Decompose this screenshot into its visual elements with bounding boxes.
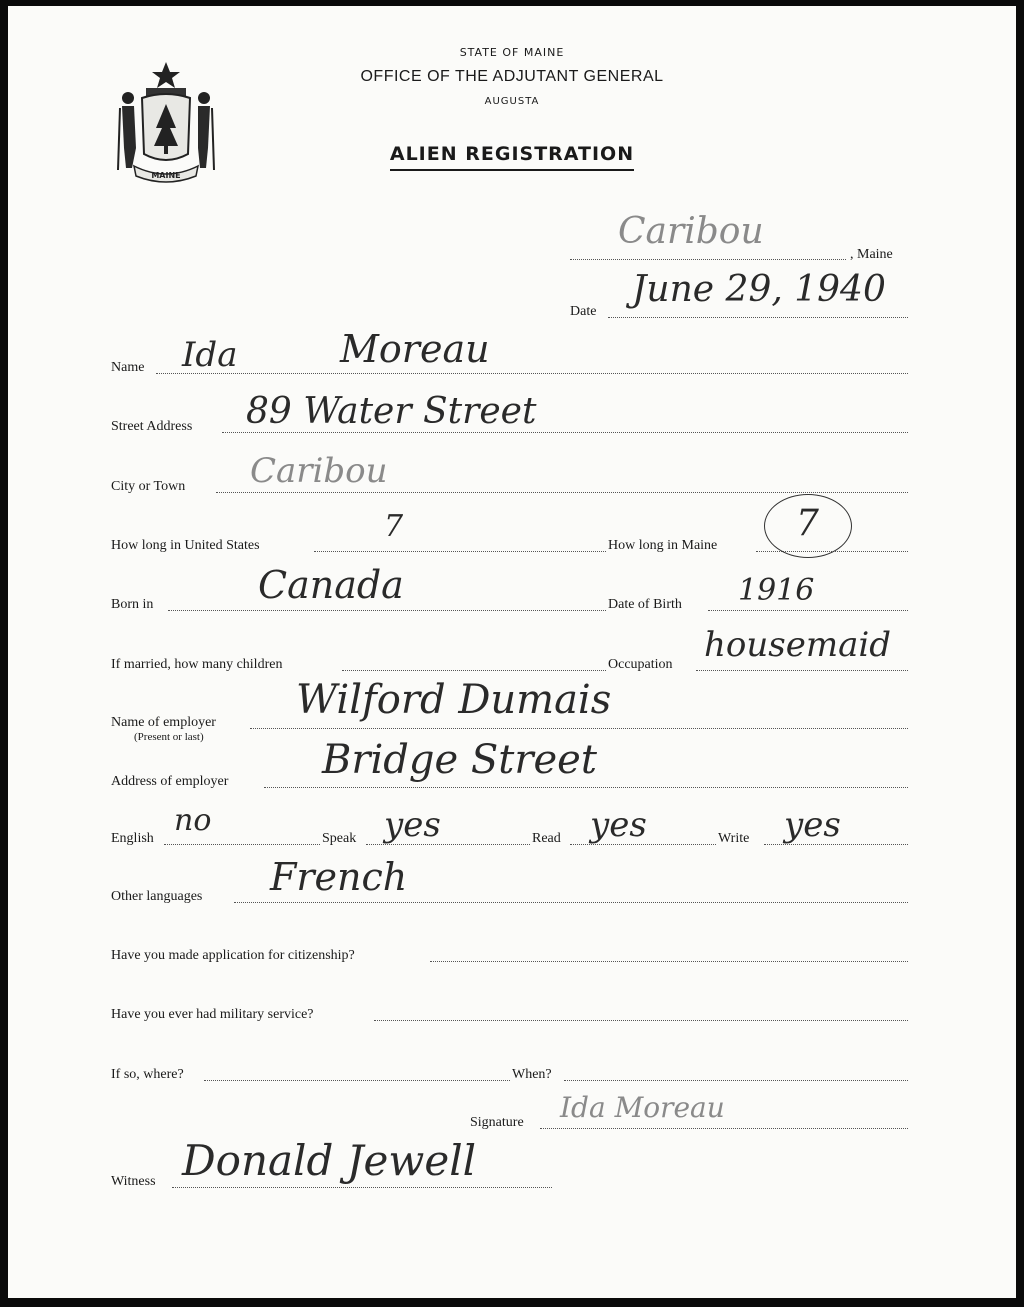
witness-value: Donald Jewell bbox=[182, 1136, 477, 1185]
town-line bbox=[570, 258, 846, 260]
born-label: Born in bbox=[111, 597, 154, 612]
dob-value: 1916 bbox=[738, 573, 815, 608]
date-label: Date bbox=[570, 304, 597, 319]
military-label: Have you ever had military service? bbox=[111, 1007, 314, 1022]
employer-sublabel: (Present or last) bbox=[134, 731, 204, 743]
married-label: If married, how many children bbox=[111, 657, 283, 672]
employer-addr-value: Bridge Street bbox=[322, 737, 597, 783]
date-value: June 29, 1940 bbox=[632, 269, 886, 310]
street-value: 89 Water Street bbox=[246, 391, 537, 432]
signature-label: Signature bbox=[470, 1115, 524, 1130]
employer-label: Name of employer bbox=[111, 715, 216, 730]
first-name-value: Ida bbox=[182, 335, 238, 375]
citizenship-line bbox=[430, 960, 908, 962]
name-line bbox=[156, 372, 908, 374]
seal-text: MAINE bbox=[151, 171, 181, 180]
street-label: Street Address bbox=[111, 419, 193, 434]
dob-line bbox=[708, 609, 908, 611]
other-lang-label: Other languages bbox=[111, 889, 203, 904]
read-label: Read bbox=[532, 831, 561, 846]
date-line bbox=[608, 316, 908, 318]
citizenship-label: Have you made application for citizenship? bbox=[111, 948, 355, 963]
town-value: Caribou bbox=[618, 211, 764, 252]
employer-value: Wilford Dumais bbox=[296, 677, 612, 723]
other-lang-line bbox=[234, 901, 908, 903]
when-label: When? bbox=[512, 1067, 552, 1082]
born-line bbox=[168, 609, 606, 611]
english-label: English bbox=[111, 831, 154, 846]
last-name-value: Moreau bbox=[340, 327, 490, 371]
occupation-line bbox=[696, 669, 908, 671]
speak-label: Speak bbox=[322, 831, 357, 846]
other-lang-value: French bbox=[270, 855, 408, 899]
maine-label: , Maine bbox=[850, 247, 893, 262]
city-value: Caribou bbox=[250, 451, 388, 491]
born-value: Canada bbox=[258, 563, 404, 607]
when-line bbox=[564, 1079, 908, 1081]
form-title: ALIEN REGISTRATION bbox=[0, 143, 1024, 165]
where-label: If so, where? bbox=[111, 1067, 184, 1082]
long-us-line bbox=[314, 550, 606, 552]
witness-line bbox=[172, 1186, 552, 1188]
signature-line bbox=[540, 1127, 908, 1129]
witness-label: Witness bbox=[111, 1174, 156, 1189]
english-line bbox=[164, 843, 320, 845]
name-label: Name bbox=[111, 360, 145, 375]
read-value: yes bbox=[590, 805, 647, 845]
long-us-value: 7 bbox=[384, 509, 404, 544]
employer-addr-label: Address of employer bbox=[111, 774, 229, 789]
long-maine-value: 7 bbox=[796, 503, 819, 544]
write-label: Write bbox=[718, 831, 750, 846]
where-line bbox=[204, 1079, 510, 1081]
header-office: OFFICE OF THE ADJUTANT GENERAL bbox=[360, 68, 664, 85]
occupation-label: Occupation bbox=[608, 657, 673, 672]
signature-value: Ida Moreau bbox=[560, 1091, 725, 1124]
city-line bbox=[216, 491, 908, 493]
military-line bbox=[374, 1019, 908, 1021]
header-state: STATE OF MAINE bbox=[459, 46, 565, 59]
speak-value: yes bbox=[384, 805, 441, 845]
header-city: AUGUSTA bbox=[484, 96, 540, 107]
long-us-label: How long in United States bbox=[111, 538, 260, 553]
write-value: yes bbox=[784, 805, 841, 845]
employer-line bbox=[250, 727, 908, 729]
city-label: City or Town bbox=[111, 479, 186, 494]
english-value: no bbox=[174, 803, 212, 838]
dob-label: Date of Birth bbox=[608, 597, 682, 612]
long-maine-label: How long in Maine bbox=[608, 538, 718, 553]
employer-addr-line bbox=[264, 786, 908, 788]
married-line bbox=[342, 669, 606, 671]
occupation-value: housemaid bbox=[704, 625, 891, 665]
